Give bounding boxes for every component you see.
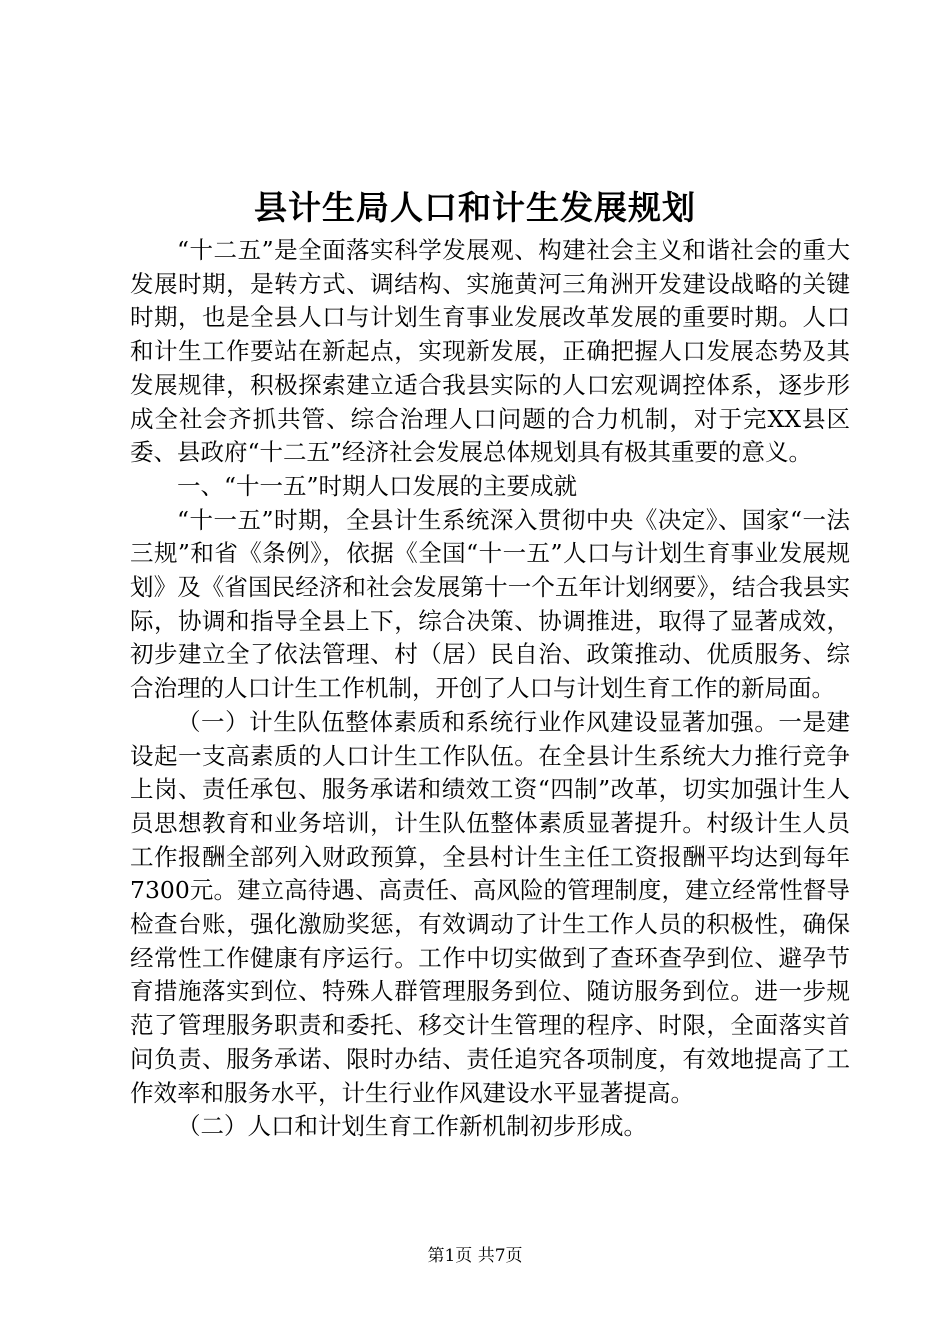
paragraph-overview: “十一五”时期，全县计生系统深入贯彻中央《决定》、国家“一法三规”和省《条例》，依据《全国“十一五”人口与计划生育事业发展规划》及《省国民经济和社会发展第十一个五年计划纲要》，结合我县实际，协调和指导全县上下，综合决策、协调推进，取得了显著成效，初步建立全了依法管理、村（居）民自治、政策推动、优质服务、综合治理的人口计生工作机制，开创了人口与计划生育工作的新局面。 — [130, 505, 850, 703]
paragraph-subsection-2: （二）人口和计划生育工作新机制初步形成。 — [177, 1112, 647, 1141]
page-footer: 第1页 共7页 — [427, 1246, 523, 1266]
paragraph-subsection-1: （一）计生队伍整体素质和系统行业作风建设显著加强。一是建设起一支高素质的人口计生工作队伍。在全县计生系统大力推行竞争上岗、责任承包、服务承诺和绩效工资“四制”改革，切实加强计生人员思想教育和业务培训，计生队伍整体素质显著提升。村级计生人员工作报酬全部列入财政预算，全县村计生主任工资报酬平均达到每年7300元。建立高待遇、高责任、高风险的管理制度，建立经常性督导检查台账，强化激励奖惩，有效调动了计生工作人员的积极性，确保经常性工作健康有序运行。工作中切实做到了查环查孕到位、避孕节育措施落实到位、特殊人群管理服务到位、随访服务到位。进一步规范了管理服务职责和委托、移交计生管理的程序、时限，全面落实首问负责、服务承诺、限时办结、责任追究各项制度，有效地提高了工作效率和服务水平，计生行业作风建设水平显著提高。 — [130, 707, 850, 1107]
document-title: 县计生局人口和计生发展规划 — [254, 188, 696, 227]
paragraph-intro: “十二五”是全面落实科学发展观、构建社会主义和谐社会的重大发展时期，是转方式、调结构、实施黄河三角洲开发建设战略的关键时期，也是全县人口与计划生育事业发展改革发展的重要时期。人口和计生工作要站在新起点，实现新发展，正确把握人口发展态势及其发展规律，积极探索建立适合我县实际的人口宏观调控体系，逐步形成全社会齐抓共管、综合治理人口问题的合力机制，对于完XX县区委、县政府“十二五”经济社会发展总体规划具有极其重要的意义。 — [130, 236, 850, 467]
document-body — [130, 234, 850, 1144]
section-heading-achievements: 一、“十一五”时期人口发展的主要成就 — [177, 471, 578, 500]
